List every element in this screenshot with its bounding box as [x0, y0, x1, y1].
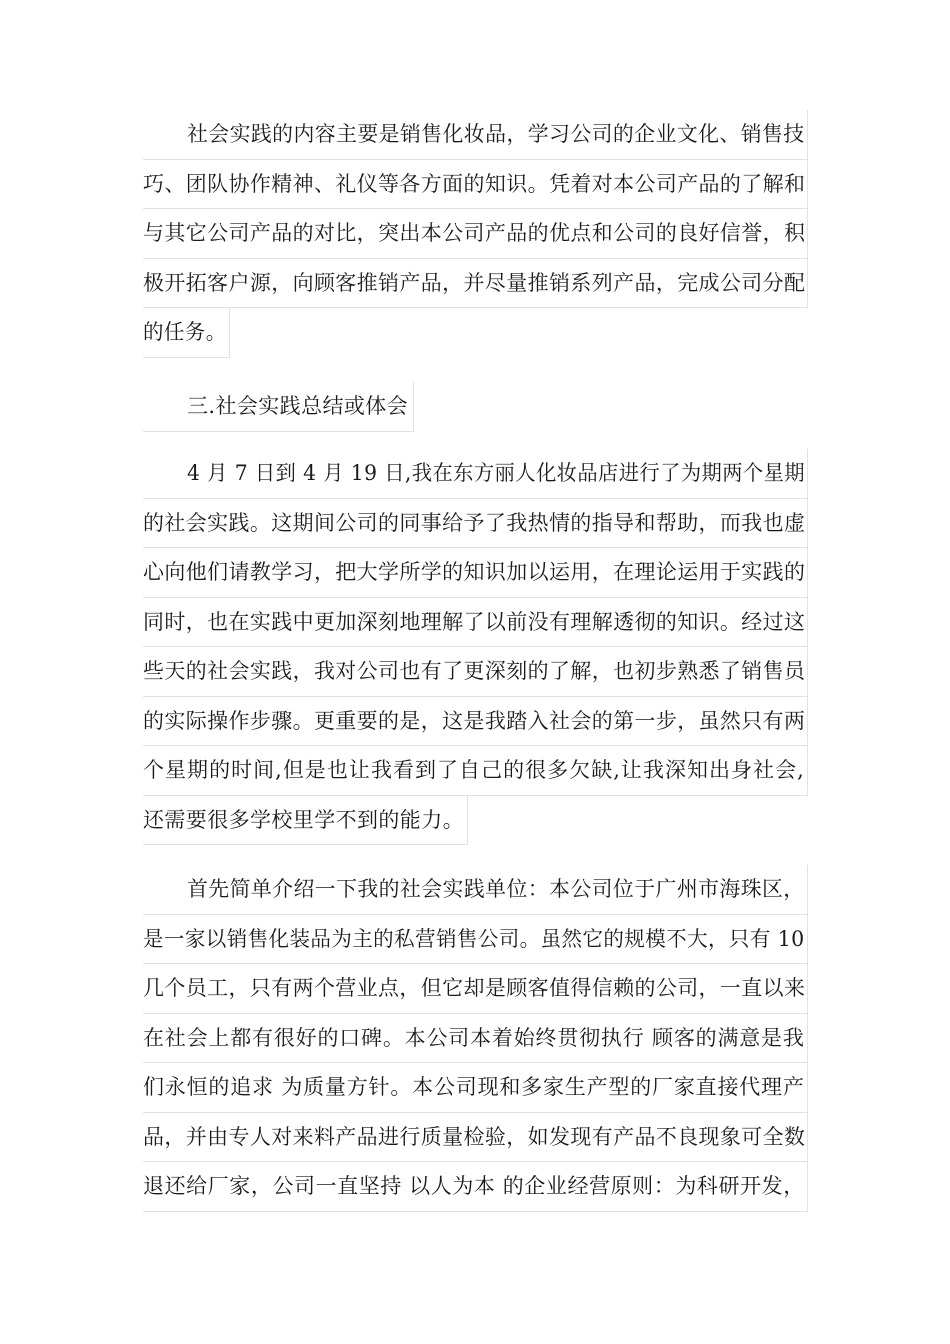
- text-line: 4 月 7 日到 4 月 19 日,我在东方丽人化妆品店进行了为期两个星期: [143, 449, 808, 499]
- text-line: 品，并由专人对来料产品进行质量检验，如发现有产品不良现象可全数: [143, 1113, 808, 1163]
- text-line: 在社会上都有很好的口碑。本公司本着始终贯彻执行 顾客的满意是我: [143, 1014, 808, 1064]
- text-line: 是一家以销售化装品为主的私营销售公司。虽然它的规模不大，只有 10: [143, 915, 808, 965]
- text-line: 同时，也在实践中更加深刻地理解了以前没有理解透彻的知识。经过这: [143, 598, 808, 648]
- text-line: 心向他们请教学习，把大学所学的知识加以运用，在理论运用于实践的: [143, 548, 808, 598]
- text-line: 个星期的时间,但是也让我看到了自己的很多欠缺,让我深知出身社会,: [143, 746, 808, 796]
- text-line: 还需要很多学校里学不到的能力。: [143, 796, 468, 846]
- text-line: 与其它公司产品的对比，突出本公司产品的优点和公司的良好信誉，积: [143, 209, 808, 259]
- text-line: 首先简单介绍一下我的社会实践单位：本公司位于广州市海珠区，: [143, 865, 808, 915]
- text-line: 极开拓客户源，向顾客推销产品，并尽量推销系列产品，完成公司分配: [143, 259, 808, 309]
- paragraph-company-intro: [143, 865, 808, 1212]
- text-line: 的实际操作步骤。更重要的是，这是我踏入社会的第一步，虽然只有两: [143, 697, 808, 747]
- text-line: 们永恒的追求 为质量方针。本公司现和多家生产型的厂家直接代理产: [143, 1063, 808, 1113]
- text-line: 三.社会实践总结或体会: [143, 382, 414, 432]
- text-line: 退还给厂家，公司一直坚持 以人为本 的企业经营原则：为科研开发，: [143, 1162, 808, 1212]
- text-line: 社会实践的内容主要是销售化妆品，学习公司的企业文化、销售技: [143, 110, 808, 160]
- text-line: 的社会实践。这期间公司的同事给予了我热情的指导和帮助，而我也虚: [143, 499, 808, 549]
- section-heading: [143, 382, 808, 432]
- paragraph-practice-summary: [143, 449, 808, 845]
- text-line: 几个员工，只有两个营业点，但它却是顾客值得信赖的公司，一直以来: [143, 964, 808, 1014]
- text-line: 的任务。: [143, 308, 230, 358]
- paragraph-sales-content: [143, 110, 808, 358]
- text-line: 些天的社会实践，我对公司也有了更深刻的了解，也初步熟悉了销售员: [143, 647, 808, 697]
- text-line: 巧、团队协作精神、礼仪等各方面的知识。凭着对本公司产品的了解和: [143, 160, 808, 210]
